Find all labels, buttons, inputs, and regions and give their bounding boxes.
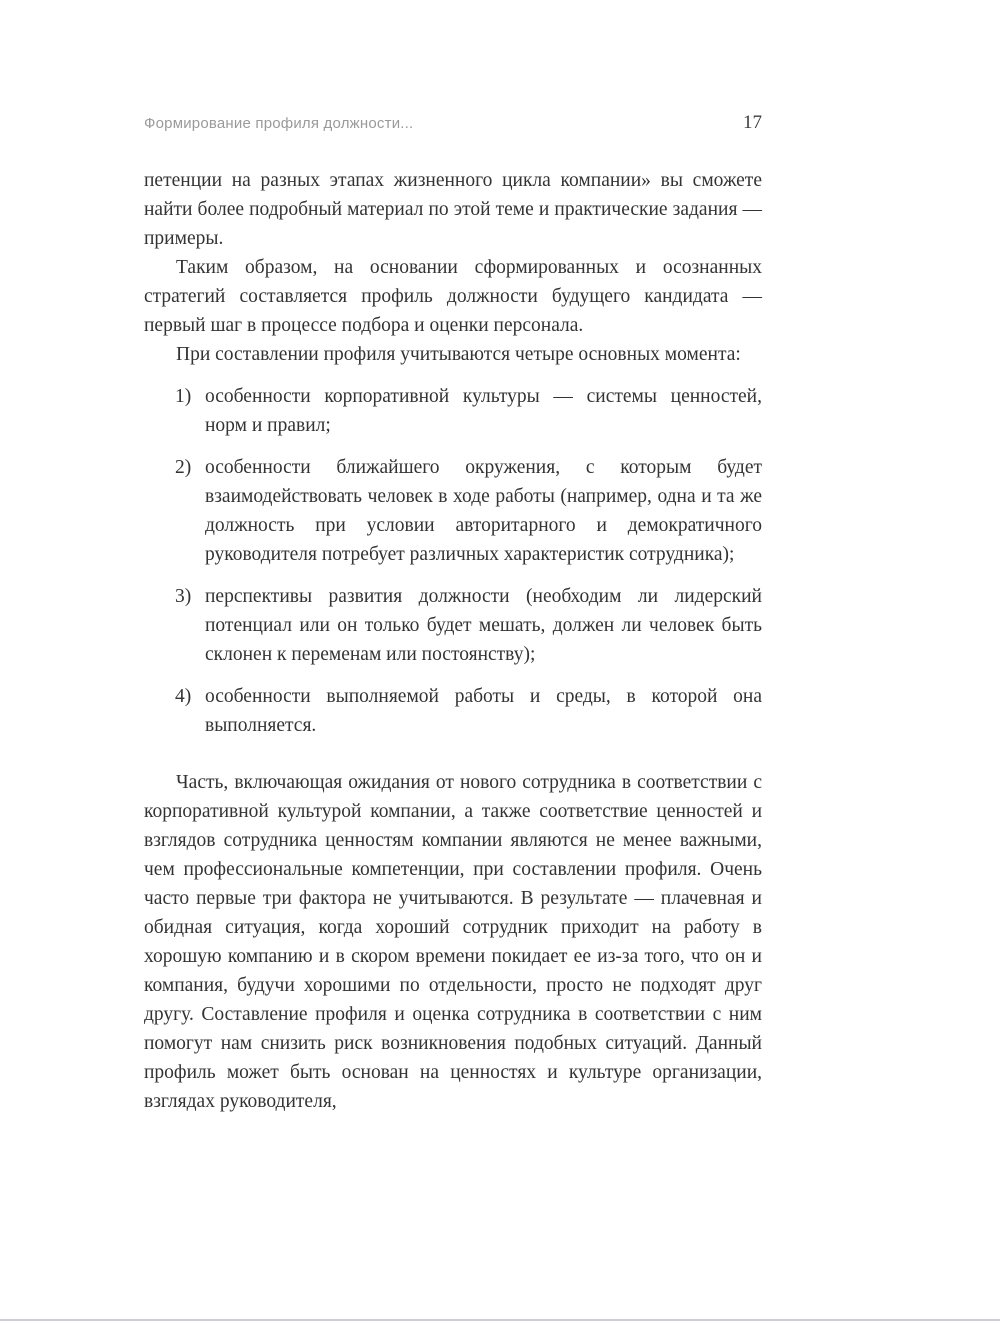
ordered-list <box>144 382 762 740</box>
list-item <box>144 682 762 740</box>
page-number: 17 <box>743 112 762 133</box>
paragraph-continuation: петенции на разных этапах жизненного цикла компании» вы сможете найти более подробный материал по этой теме и практические задания — примеры. <box>144 170 762 249</box>
paragraph-intro: При составлении профиля учитываются четыре основных момента: <box>176 344 741 365</box>
list-item-text: перспективы развития должности (необходим ли лидерский потенциал или он только будет мешать, должен ли человек быть склонен к переменам или постоянству); <box>205 586 762 665</box>
list-item-number: 1) <box>175 386 192 407</box>
paragraph-thus: Таким образом, на основании сформированных и осознанных стратегий составляется профиль должности будущего кандидата — первый шаг в процессе подбора и оценки персонала. <box>144 257 762 336</box>
paragraph-final: Часть, включающая ожидания от нового сотрудника в соответствии с корпоративной культурой компании, а также соответствие ценностей и взглядов сотрудника ценностям компании являются не менее важными, чем профессиональные компетенции, при составлении профиля. Очень часто первые три фактора не учитываются. В результате — плачевная и обидная ситуация, когда хороший сотрудник приходит на работу в хорошую компанию и в скором времени покидает ее из-за того, что он и компания, будучи хорошими по отдельности, просто не подходят друг другу. Составление профиля и оценка сотрудника в соответствии с ним помогут нам снизить риск возникновения подобных ситуаций. Данный профиль может быть основан на ценностях и культуре организации, взглядах руководителя, <box>144 772 762 1112</box>
list-item-number: 2) <box>175 457 192 478</box>
page-bottom-edge <box>0 1319 1000 1321</box>
list-item-number: 3) <box>175 586 192 607</box>
running-title: Формирование профиля должности... <box>144 115 414 132</box>
list-item <box>144 582 762 669</box>
list-item <box>144 382 762 440</box>
list-item-text: особенности ближайшего окружения, с которым будет взаимодействовать человек в ходе работы (например, одна и та же должность при условии авторитарного и демократичного руководителя потребует различных характеристик сотрудника); <box>205 457 762 565</box>
page-header <box>144 112 762 134</box>
page-content <box>144 166 762 1116</box>
list-item-text: особенности выполняемой работы и среды, в которой она выполняется. <box>205 686 762 736</box>
list-item-text: особенности корпоративной культуры — системы ценностей, норм и правил; <box>205 386 762 436</box>
list-item-number: 4) <box>175 686 192 707</box>
list-item <box>144 453 762 569</box>
